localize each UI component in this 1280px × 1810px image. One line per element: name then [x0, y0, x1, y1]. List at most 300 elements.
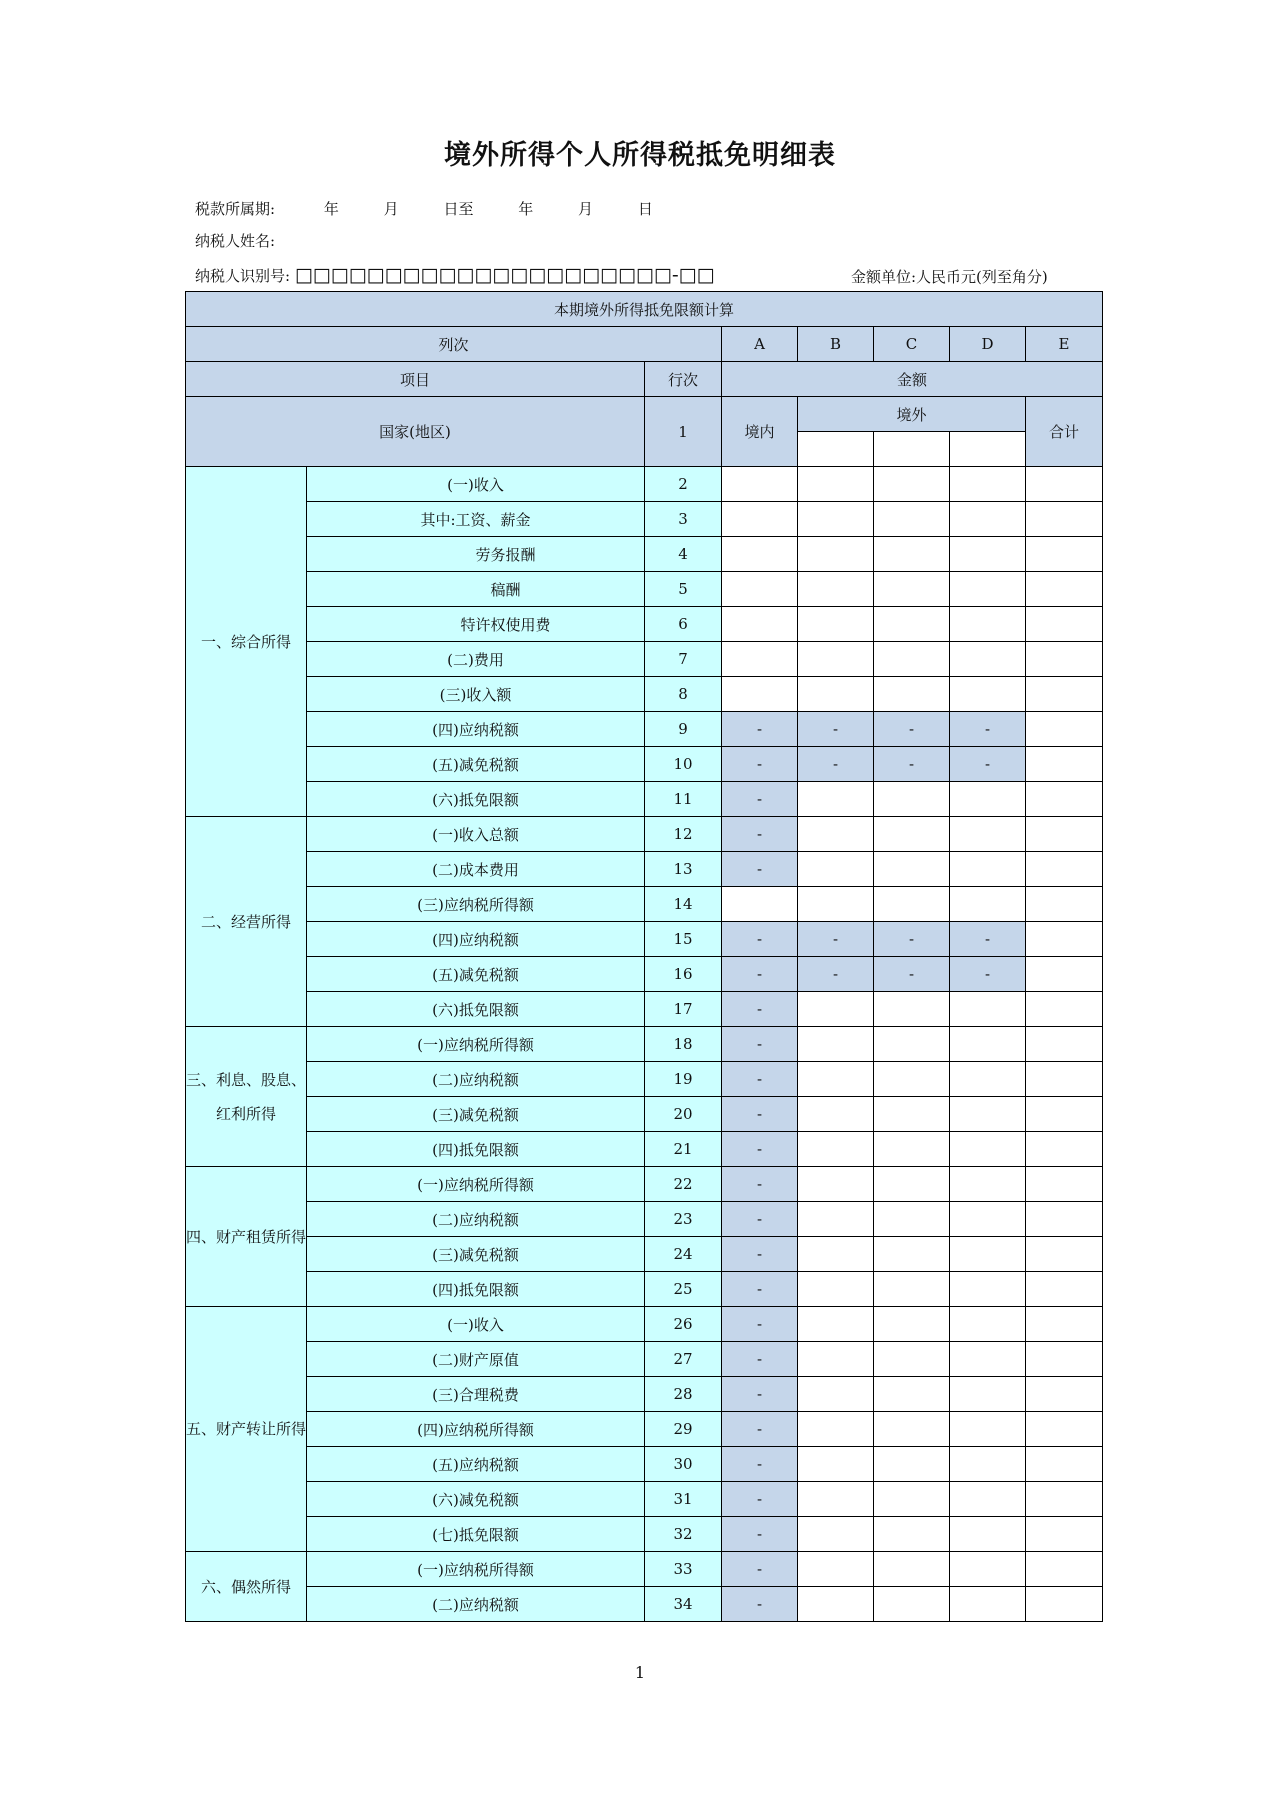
- item-label: (一)应纳税所得额: [307, 1027, 645, 1062]
- table-row: [186, 922, 1103, 957]
- row-number: 15: [645, 922, 722, 957]
- disabled-cell-a: -: [722, 1447, 798, 1482]
- amount-input-d[interactable]: [950, 1552, 1026, 1587]
- amount-input-e[interactable]: [1026, 887, 1103, 922]
- amount-input-c[interactable]: [874, 1517, 950, 1552]
- total-header: 合计: [1026, 397, 1103, 467]
- period-label: 税款所属期:: [195, 200, 276, 218]
- item-label: (二)财产原值: [307, 1342, 645, 1377]
- amount-input-c[interactable]: [874, 1342, 950, 1377]
- disabled-cell-a: -: [722, 957, 798, 992]
- amount-input-a[interactable]: [722, 502, 798, 537]
- amount-input-d[interactable]: [950, 1447, 1026, 1482]
- foreign-country-c-input[interactable]: [874, 432, 950, 467]
- amount-input-b[interactable]: [798, 1377, 874, 1412]
- country-region-header: 国家(地区): [186, 397, 645, 467]
- amount-input-c[interactable]: [874, 1097, 950, 1132]
- amount-input-e[interactable]: [1026, 747, 1103, 782]
- category-label: 二、经营所得: [186, 817, 307, 1027]
- amount-input-c[interactable]: [874, 1412, 950, 1447]
- amount-input-b[interactable]: [798, 1552, 874, 1587]
- amount-input-b[interactable]: [798, 1272, 874, 1307]
- amount-input-b[interactable]: [798, 677, 874, 712]
- item-header: 项目: [186, 362, 645, 397]
- amount-input-d[interactable]: [950, 642, 1026, 677]
- amount-input-c[interactable]: [874, 467, 950, 502]
- period-month-end: 月: [578, 200, 594, 218]
- disabled-cell-a: -: [722, 1587, 798, 1622]
- amount-input-e[interactable]: [1026, 642, 1103, 677]
- disabled-cell-c: -: [874, 747, 950, 782]
- amount-input-b[interactable]: [798, 537, 874, 572]
- disabled-cell-a: -: [722, 1237, 798, 1272]
- period-line: [195, 198, 653, 219]
- amount-input-e[interactable]: [1026, 1377, 1103, 1412]
- amount-input-a[interactable]: [722, 537, 798, 572]
- amount-input-b[interactable]: [798, 1412, 874, 1447]
- table-row: [186, 992, 1103, 1027]
- taxpayer-id-boxes[interactable]: □□□□□□□□□□□□□□□□□□□□□-□□: [294, 264, 715, 286]
- period-year-end: 年: [518, 200, 534, 218]
- amount-input-e[interactable]: [1026, 782, 1103, 817]
- amount-input-d[interactable]: [950, 537, 1026, 572]
- item-label: (一)应纳税所得额: [307, 1552, 645, 1587]
- table-row: [186, 607, 1103, 642]
- amount-input-b[interactable]: [798, 607, 874, 642]
- amount-input-c[interactable]: [874, 1027, 950, 1062]
- row-number-header: 行次: [645, 362, 722, 397]
- row-number: 31: [645, 1482, 722, 1517]
- amount-input-c[interactable]: [874, 677, 950, 712]
- amount-header: 金额: [722, 362, 1103, 397]
- amount-input-a[interactable]: [722, 572, 798, 607]
- disabled-cell-a: -: [722, 1097, 798, 1132]
- row-number: 22: [645, 1167, 722, 1202]
- disabled-cell-a: -: [722, 852, 798, 887]
- amount-input-c[interactable]: [874, 642, 950, 677]
- item-label: (三)收入额: [307, 677, 645, 712]
- item-label: (一)收入: [307, 467, 645, 502]
- disabled-cell-b: -: [798, 922, 874, 957]
- credit-detail-table: [185, 291, 1103, 1622]
- row-number: 2: [645, 467, 722, 502]
- amount-input-d[interactable]: [950, 467, 1026, 502]
- row-number: 28: [645, 1377, 722, 1412]
- amount-input-b[interactable]: [798, 1062, 874, 1097]
- item-label: (六)抵免限额: [307, 992, 645, 1027]
- row-number: 19: [645, 1062, 722, 1097]
- item-label: (二)应纳税额: [307, 1587, 645, 1622]
- item-label: (二)应纳税额: [307, 1062, 645, 1097]
- amount-input-e[interactable]: [1026, 1552, 1103, 1587]
- disabled-cell-d: -: [950, 957, 1026, 992]
- disabled-cell-d: -: [950, 712, 1026, 747]
- item-label: (五)减免税额: [307, 747, 645, 782]
- item-label: (三)合理税费: [307, 1377, 645, 1412]
- amount-input-e[interactable]: [1026, 1272, 1103, 1307]
- amount-input-e[interactable]: [1026, 992, 1103, 1027]
- disabled-cell-d: -: [950, 922, 1026, 957]
- amount-input-b[interactable]: [798, 1307, 874, 1342]
- amount-input-e[interactable]: [1026, 1062, 1103, 1097]
- disabled-cell-a: -: [722, 1412, 798, 1447]
- table-row: [186, 677, 1103, 712]
- row-number: 4: [645, 537, 722, 572]
- table-row: [186, 1027, 1103, 1062]
- item-label: 劳务报酬: [307, 537, 645, 572]
- amount-input-e[interactable]: [1026, 957, 1103, 992]
- domestic-header: 境内: [722, 397, 798, 467]
- column-c: C: [874, 327, 950, 362]
- amount-input-e[interactable]: [1026, 502, 1103, 537]
- row-number: 11: [645, 782, 722, 817]
- item-label: (一)收入总额: [307, 817, 645, 852]
- amount-input-c[interactable]: [874, 817, 950, 852]
- amount-input-a[interactable]: [722, 677, 798, 712]
- row-number: 33: [645, 1552, 722, 1587]
- amount-input-b[interactable]: [798, 1587, 874, 1622]
- disabled-cell-c: -: [874, 712, 950, 747]
- amount-input-c[interactable]: [874, 1447, 950, 1482]
- amount-input-e[interactable]: [1026, 1202, 1103, 1237]
- amount-input-d[interactable]: [950, 852, 1026, 887]
- row-number: 24: [645, 1237, 722, 1272]
- row-number: 21: [645, 1132, 722, 1167]
- item-label: (四)应纳税额: [307, 712, 645, 747]
- disabled-cell-a: -: [722, 817, 798, 852]
- amount-input-b[interactable]: [798, 1237, 874, 1272]
- amount-input-e[interactable]: [1026, 1307, 1103, 1342]
- disabled-cell-c: -: [874, 957, 950, 992]
- table-row: [186, 1132, 1103, 1167]
- item-label: (一)收入: [307, 1307, 645, 1342]
- amount-input-e[interactable]: [1026, 852, 1103, 887]
- row-number: 12: [645, 817, 722, 852]
- amount-input-b[interactable]: [798, 1482, 874, 1517]
- table-row: [186, 467, 1103, 502]
- amount-input-b[interactable]: [798, 992, 874, 1027]
- taxpayer-name-label: 纳税人姓名:: [195, 232, 276, 250]
- amount-input-b[interactable]: [798, 1342, 874, 1377]
- disabled-cell-a: -: [722, 1272, 798, 1307]
- amount-input-e[interactable]: [1026, 1132, 1103, 1167]
- disabled-cell-a: -: [722, 1202, 798, 1237]
- row-number: 7: [645, 642, 722, 677]
- amount-input-d[interactable]: [950, 1062, 1026, 1097]
- disabled-cell-a: -: [722, 1377, 798, 1412]
- item-label: (六)抵免限额: [307, 782, 645, 817]
- amount-input-e[interactable]: [1026, 1587, 1103, 1622]
- amount-input-c[interactable]: [874, 1237, 950, 1272]
- row-number: 29: [645, 1412, 722, 1447]
- form-title: 境外所得个人所得税抵免明细表: [444, 140, 836, 171]
- row-number: 14: [645, 887, 722, 922]
- column-e: E: [1026, 327, 1103, 362]
- disabled-cell-d: -: [950, 747, 1026, 782]
- row-number: 10: [645, 747, 722, 782]
- amount-input-d[interactable]: [950, 992, 1026, 1027]
- amount-input-d[interactable]: [950, 1342, 1026, 1377]
- table-row: [186, 1167, 1103, 1202]
- row-number: 13: [645, 852, 722, 887]
- amount-input-b[interactable]: [798, 572, 874, 607]
- page-number: 1: [634, 1663, 646, 1682]
- row-number: 5: [645, 572, 722, 607]
- table-row: [186, 887, 1103, 922]
- item-label: (一)应纳税所得额: [307, 1167, 645, 1202]
- table-row: [186, 1587, 1103, 1622]
- amount-input-e[interactable]: [1026, 712, 1103, 747]
- item-label: (四)应纳税所得额: [307, 1412, 645, 1447]
- amount-input-e[interactable]: [1026, 677, 1103, 712]
- amount-input-c[interactable]: [874, 537, 950, 572]
- table-row: [186, 1517, 1103, 1552]
- amount-input-d[interactable]: [950, 1167, 1026, 1202]
- table-row: [186, 1482, 1103, 1517]
- row-number: 18: [645, 1027, 722, 1062]
- item-label: 稿酬: [307, 572, 645, 607]
- item-label: (四)抵免限额: [307, 1132, 645, 1167]
- foreign-country-b-input[interactable]: [798, 432, 874, 467]
- amount-input-c[interactable]: [874, 782, 950, 817]
- table-row: [186, 1097, 1103, 1132]
- amount-input-d[interactable]: [950, 887, 1026, 922]
- table-row: [186, 1552, 1103, 1587]
- amount-input-e[interactable]: [1026, 1097, 1103, 1132]
- period-year-start: 年: [323, 200, 339, 218]
- amount-input-c[interactable]: [874, 887, 950, 922]
- amount-input-d[interactable]: [950, 502, 1026, 537]
- item-label: (三)减免税额: [307, 1097, 645, 1132]
- item-label: (三)应纳税所得额: [307, 887, 645, 922]
- amount-input-b[interactable]: [798, 467, 874, 502]
- amount-input-e[interactable]: [1026, 467, 1103, 502]
- amount-input-c[interactable]: [874, 1587, 950, 1622]
- amount-input-e[interactable]: [1026, 537, 1103, 572]
- amount-input-d[interactable]: [950, 1027, 1026, 1062]
- amount-input-a[interactable]: [722, 467, 798, 502]
- amount-input-b[interactable]: [798, 887, 874, 922]
- amount-input-d[interactable]: [950, 1237, 1026, 1272]
- amount-input-b[interactable]: [798, 642, 874, 677]
- column-b: B: [798, 327, 874, 362]
- amount-input-e[interactable]: [1026, 1517, 1103, 1552]
- disabled-cell-a: -: [722, 922, 798, 957]
- amount-unit: 金额单位:人民币元(列至角分): [851, 268, 1048, 286]
- amount-input-d[interactable]: [950, 607, 1026, 642]
- item-label: 特许权使用费: [307, 607, 645, 642]
- disabled-cell-a: -: [722, 1517, 798, 1552]
- table-row: [186, 537, 1103, 572]
- disabled-cell-c: -: [874, 922, 950, 957]
- amount-input-d[interactable]: [950, 1377, 1026, 1412]
- table-row: [186, 1272, 1103, 1307]
- disabled-cell-a: -: [722, 1132, 798, 1167]
- amount-input-c[interactable]: [874, 1377, 950, 1412]
- disabled-cell-b: -: [798, 957, 874, 992]
- row-number: 30: [645, 1447, 722, 1482]
- amount-input-d[interactable]: [950, 1272, 1026, 1307]
- period-day-end: 日: [637, 200, 653, 218]
- row-number: 32: [645, 1517, 722, 1552]
- row-number: 20: [645, 1097, 722, 1132]
- disabled-cell-a: -: [722, 1062, 798, 1097]
- item-label: (四)抵免限额: [307, 1272, 645, 1307]
- amount-input-d[interactable]: [950, 817, 1026, 852]
- row-number: 8: [645, 677, 722, 712]
- row-number: 27: [645, 1342, 722, 1377]
- row-number: 6: [645, 607, 722, 642]
- row-number: 23: [645, 1202, 722, 1237]
- amount-input-b[interactable]: [798, 817, 874, 852]
- table-row: [186, 1447, 1103, 1482]
- item-label: (七)抵免限额: [307, 1517, 645, 1552]
- amount-input-e[interactable]: [1026, 1027, 1103, 1062]
- disabled-cell-b: -: [798, 747, 874, 782]
- amount-input-a[interactable]: [722, 642, 798, 677]
- amount-input-b[interactable]: [798, 1202, 874, 1237]
- table-row: [186, 817, 1103, 852]
- disabled-cell-a: -: [722, 1307, 798, 1342]
- item-label: (五)应纳税额: [307, 1447, 645, 1482]
- amount-input-d[interactable]: [950, 782, 1026, 817]
- period-day-to: 日至: [443, 200, 474, 218]
- table-row: [186, 1412, 1103, 1447]
- taxpayer-id-label: 纳税人识别号:: [195, 267, 291, 285]
- amount-input-c[interactable]: [874, 1552, 950, 1587]
- amount-input-e[interactable]: [1026, 1167, 1103, 1202]
- table-row: [186, 782, 1103, 817]
- category-label: 五、财产转让所得: [186, 1307, 307, 1552]
- item-label: (四)应纳税额: [307, 922, 645, 957]
- table-row: [186, 747, 1103, 782]
- amount-input-e[interactable]: [1026, 1237, 1103, 1272]
- amount-input-c[interactable]: [874, 1062, 950, 1097]
- table-row: [186, 957, 1103, 992]
- disabled-cell-a: -: [722, 1027, 798, 1062]
- amount-input-e[interactable]: [1026, 572, 1103, 607]
- amount-input-d[interactable]: [950, 1587, 1026, 1622]
- disabled-cell-a: -: [722, 1342, 798, 1377]
- foreign-header: 境外: [798, 397, 1026, 432]
- row-number: 17: [645, 992, 722, 1027]
- disabled-cell-a: -: [722, 992, 798, 1027]
- amount-input-b[interactable]: [798, 1132, 874, 1167]
- amount-input-c[interactable]: [874, 1307, 950, 1342]
- amount-input-d[interactable]: [950, 1517, 1026, 1552]
- disabled-cell-a: -: [722, 1482, 798, 1517]
- amount-input-e[interactable]: [1026, 922, 1103, 957]
- disabled-cell-a: -: [722, 712, 798, 747]
- amount-input-d[interactable]: [950, 1482, 1026, 1517]
- category-label: 四、财产租赁所得: [186, 1167, 307, 1307]
- foreign-country-d-input[interactable]: [950, 432, 1026, 467]
- row-number: 3: [645, 502, 722, 537]
- disabled-cell-a: -: [722, 1167, 798, 1202]
- taxpayer-id-line: [195, 264, 715, 286]
- amount-input-a[interactable]: [722, 607, 798, 642]
- column-label: 列次: [186, 327, 722, 362]
- amount-input-c[interactable]: [874, 572, 950, 607]
- amount-input-d[interactable]: [950, 677, 1026, 712]
- table-row: [186, 1237, 1103, 1272]
- amount-input-c[interactable]: [874, 852, 950, 887]
- amount-input-b[interactable]: [798, 1447, 874, 1482]
- item-label: (二)费用: [307, 642, 645, 677]
- category-label: 六、偶然所得: [186, 1552, 307, 1622]
- amount-input-d[interactable]: [950, 1412, 1026, 1447]
- table-row: [186, 852, 1103, 887]
- table-row: [186, 1342, 1103, 1377]
- category-label: 三、利息、股息、红利所得: [186, 1027, 307, 1167]
- amount-input-c[interactable]: [874, 1132, 950, 1167]
- amount-input-e[interactable]: [1026, 1447, 1103, 1482]
- amount-input-c[interactable]: [874, 1202, 950, 1237]
- amount-input-c[interactable]: [874, 1272, 950, 1307]
- amount-input-c[interactable]: [874, 1482, 950, 1517]
- amount-input-b[interactable]: [798, 852, 874, 887]
- row-number: 16: [645, 957, 722, 992]
- amount-input-b[interactable]: [798, 1097, 874, 1132]
- amount-input-e[interactable]: [1026, 1482, 1103, 1517]
- amount-input-c[interactable]: [874, 992, 950, 1027]
- item-label: 其中:工资、薪金: [307, 502, 645, 537]
- disabled-cell-b: -: [798, 712, 874, 747]
- amount-input-d[interactable]: [950, 1202, 1026, 1237]
- amount-input-b[interactable]: [798, 1167, 874, 1202]
- table-row: [186, 1377, 1103, 1412]
- item-label: (六)减免税额: [307, 1482, 645, 1517]
- item-label: (二)成本费用: [307, 852, 645, 887]
- amount-input-c[interactable]: [874, 502, 950, 537]
- row-number: 9: [645, 712, 722, 747]
- amount-input-e[interactable]: [1026, 1342, 1103, 1377]
- item-label: (二)应纳税额: [307, 1202, 645, 1237]
- table-row: [186, 1202, 1103, 1237]
- table-row: [186, 572, 1103, 607]
- disabled-cell-a: -: [722, 782, 798, 817]
- amount-input-a[interactable]: [722, 887, 798, 922]
- amount-input-b[interactable]: [798, 502, 874, 537]
- amount-input-c[interactable]: [874, 1167, 950, 1202]
- amount-input-e[interactable]: [1026, 1412, 1103, 1447]
- amount-input-b[interactable]: [798, 782, 874, 817]
- item-label: (五)减免税额: [307, 957, 645, 992]
- amount-input-b[interactable]: [798, 1517, 874, 1552]
- period-month-start: 月: [383, 200, 399, 218]
- amount-input-d[interactable]: [950, 1132, 1026, 1167]
- item-label: (三)减免税额: [307, 1237, 645, 1272]
- column-a: A: [722, 327, 798, 362]
- table-row: [186, 1307, 1103, 1342]
- amount-input-e[interactable]: [1026, 817, 1103, 852]
- category-label: 一、综合所得: [186, 467, 307, 817]
- table-row: [186, 642, 1103, 677]
- country-row-number: 1: [645, 397, 722, 467]
- amount-input-d[interactable]: [950, 1307, 1026, 1342]
- row-number: 25: [645, 1272, 722, 1307]
- amount-input-b[interactable]: [798, 1027, 874, 1062]
- row-number: 26: [645, 1307, 722, 1342]
- amount-input-d[interactable]: [950, 1097, 1026, 1132]
- amount-input-c[interactable]: [874, 607, 950, 642]
- disabled-cell-a: -: [722, 747, 798, 782]
- section-title: 本期境外所得抵免限额计算: [186, 292, 1103, 327]
- table-row: [186, 502, 1103, 537]
- amount-input-e[interactable]: [1026, 607, 1103, 642]
- table-row: [186, 1062, 1103, 1097]
- amount-input-d[interactable]: [950, 572, 1026, 607]
